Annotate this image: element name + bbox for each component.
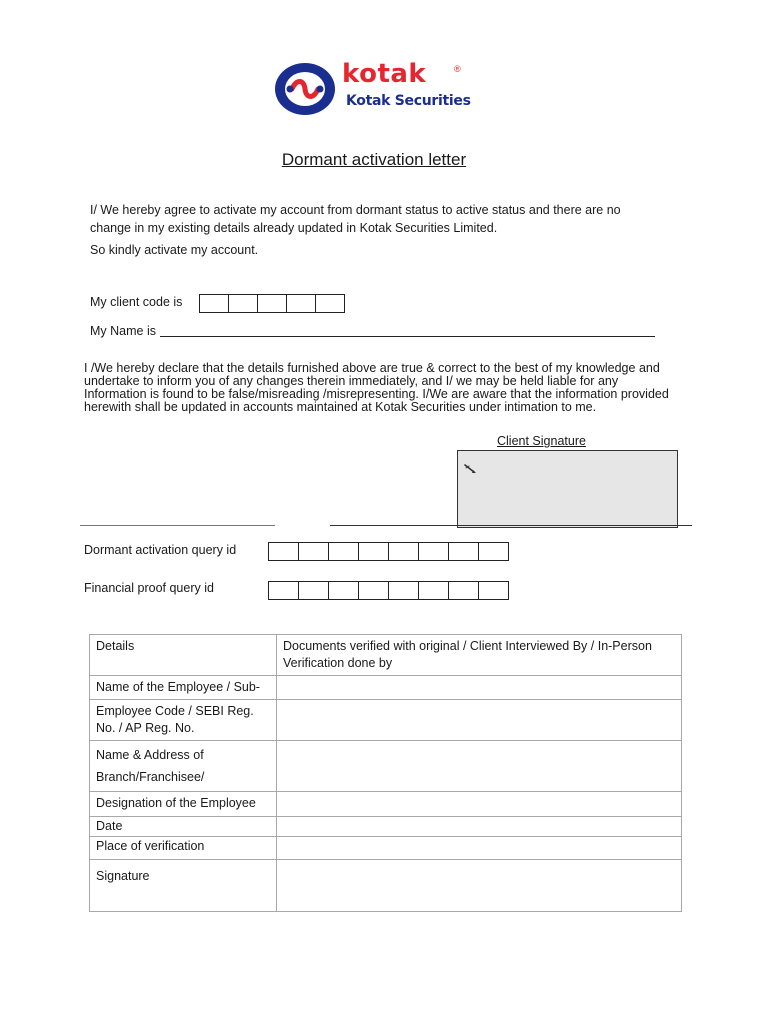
table-row-label: Name of the Employee / Sub- [90,676,277,700]
client-signature-box[interactable] [457,450,678,528]
table-row-value[interactable] [277,700,682,741]
declaration-text: I /We hereby declare that the details furnished above are true & correct to the best of my knowledge and undertake to inform you of any changes therein immediately, and I/ we may be held liable for any Information is found to be false/misreading /misrepresenting. I/We are aware that the information provided herewith shall be updated in accounts maintained at Kotak Securities under intimation to me. [84,361,669,414]
client-code-box[interactable] [258,294,287,313]
table-row-label: Signature [90,860,277,912]
dormant-query-label: Dormant activation query id [84,543,237,557]
intro-line-2: change in my existing details already updated in Kotak Securities Limited. [90,221,498,235]
kotak-logo [274,59,474,118]
table-row-label: Place of verification [90,837,277,860]
table-row-value[interactable] [277,837,682,860]
kotak-logo-mark-icon [274,62,336,116]
dormant-query-box[interactable] [329,542,359,561]
pen-icon [464,463,478,475]
table-row-label: Employee Code / SEBI Reg. No. / AP Reg. No. [90,700,277,741]
financial-query-boxes[interactable] [268,581,509,600]
table-row [90,792,682,817]
dormant-query-box[interactable] [299,542,329,561]
dormant-query-box[interactable] [389,542,419,561]
name-input-line[interactable] [160,336,655,337]
table-row [90,837,682,860]
dormant-query-box[interactable] [359,542,389,561]
dormant-query-box[interactable] [268,542,299,561]
client-code-box[interactable] [229,294,258,313]
table-header-cell: Details [90,635,277,676]
financial-query-box[interactable] [389,581,419,600]
verification-table [89,634,682,912]
table-row-value[interactable] [277,792,682,817]
logo-registered-mark: ® [454,64,461,74]
dormant-query-box[interactable] [479,542,509,561]
dormant-query-box[interactable] [419,542,449,561]
table-row-value[interactable] [277,676,682,700]
table-row [90,676,682,700]
financial-query-box[interactable] [329,581,359,600]
financial-query-label: Financial proof query id [84,581,214,595]
client-code-box[interactable] [316,294,345,313]
financial-query-box[interactable] [299,581,329,600]
table-row-value[interactable] [277,817,682,837]
page-title: Dormant activation letter [281,150,467,169]
intro-line-1: I/ We hereby agree to activate my account from dormant status to active status and there are no [90,203,621,217]
table-row [90,817,682,837]
table-row [90,860,682,912]
section-divider [80,525,275,526]
table-row-label: Name & Address of Branch/Franchisee/ [90,741,277,792]
table-row-value[interactable] [277,741,682,792]
table-header-row [90,635,682,676]
table-row-label: Designation of the Employee [90,792,277,817]
table-row-label: Date [90,817,277,837]
table-row-value[interactable] [277,860,682,912]
financial-query-box[interactable] [479,581,509,600]
dormant-query-box[interactable] [449,542,479,561]
name-label: My Name is [90,324,156,338]
client-code-box[interactable] [199,294,229,313]
table-row [90,741,682,792]
client-code-label: My client code is [90,295,183,309]
financial-query-box[interactable] [449,581,479,600]
table-row [90,700,682,741]
client-code-box[interactable] [287,294,316,313]
financial-query-box[interactable] [359,581,389,600]
dormant-query-boxes[interactable] [268,542,509,561]
financial-query-box[interactable] [268,581,299,600]
logo-subtitle: Kotak Securities [346,93,471,109]
intro-line-3: So kindly activate my account. [90,243,259,257]
financial-query-box[interactable] [419,581,449,600]
table-header-cell: Documents verified with original / Client Interviewed By / In-Person Verification done by [277,635,682,676]
section-divider [330,525,692,526]
client-code-boxes[interactable] [199,294,345,313]
client-signature-label: Client Signature [497,434,586,448]
logo-brand-text: kotak [342,59,427,89]
